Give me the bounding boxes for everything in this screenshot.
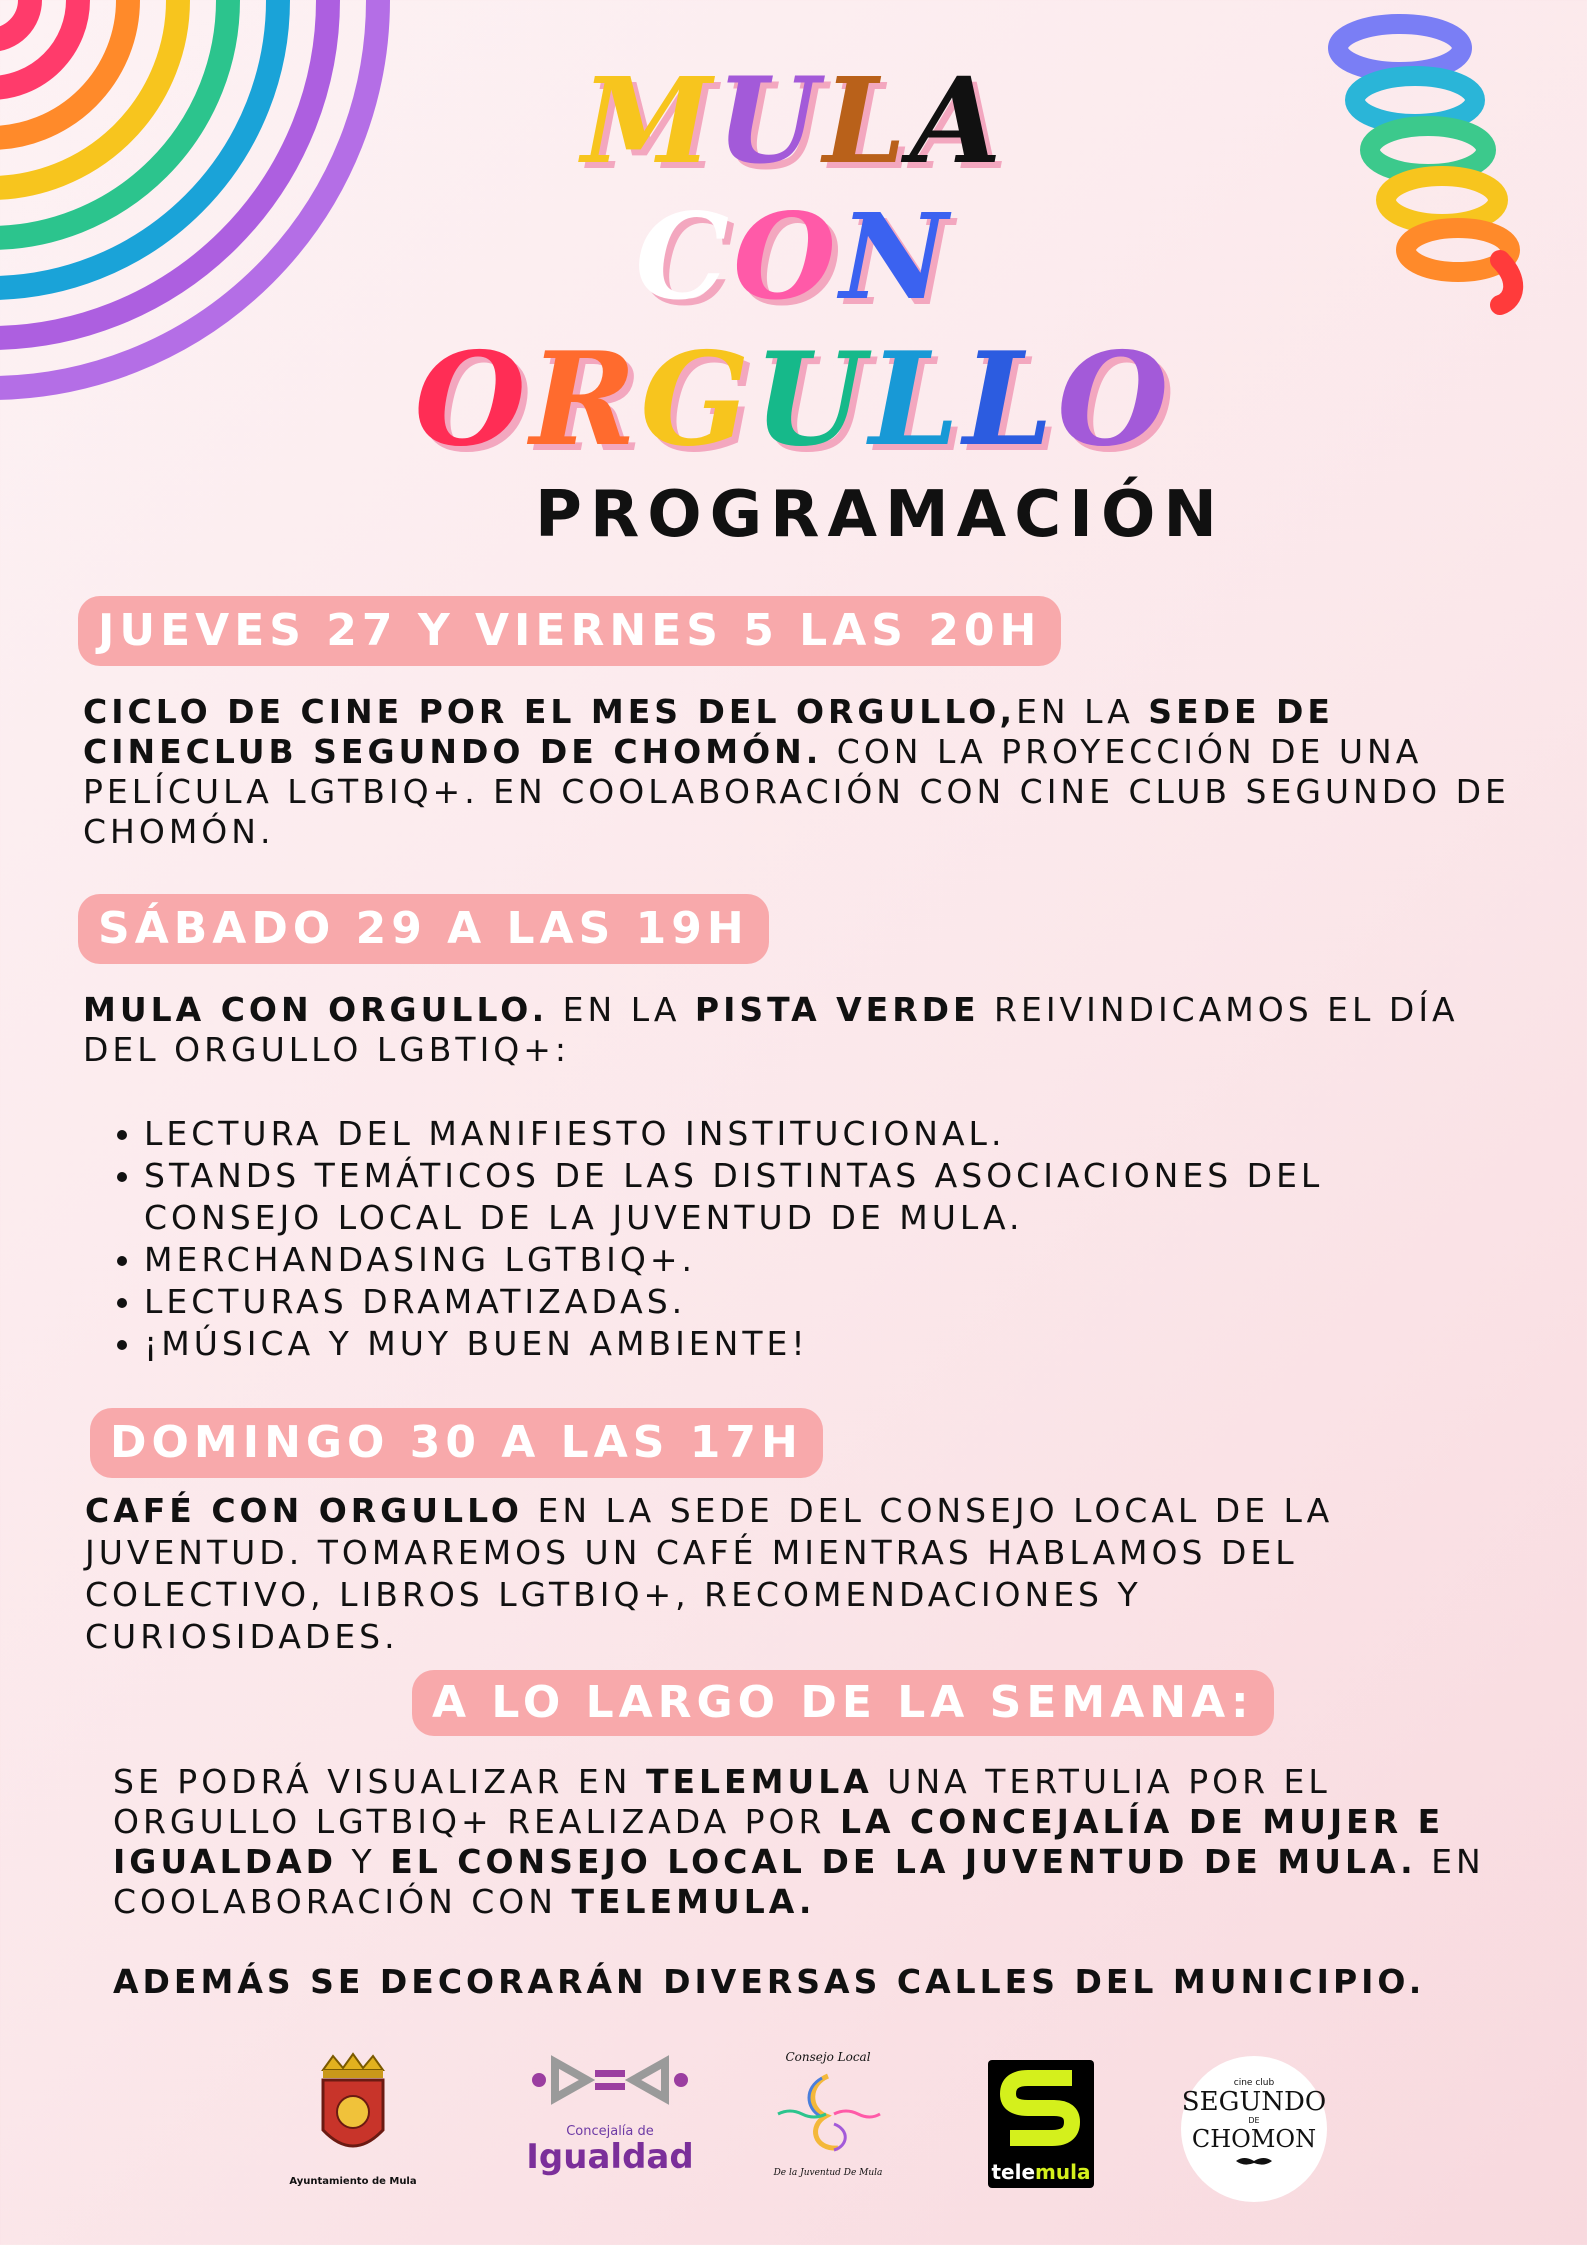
section2-heading: SÁBADO 29 A LAS 19H xyxy=(78,894,769,964)
section1-text xyxy=(83,692,1523,852)
title-letter: A xyxy=(909,51,1006,190)
title-letter: U xyxy=(753,325,870,475)
consejo-emblem-icon xyxy=(768,2064,888,2164)
title-letter: L xyxy=(823,51,910,190)
section4-text1: SE PODRÁ VISUALIZAR EN xyxy=(113,1762,646,1801)
section4-text4: EN COOLABORACIÓN CON xyxy=(113,1842,1485,1921)
title-letter: U xyxy=(716,51,823,190)
telemula-caption-tele: tele xyxy=(991,2160,1036,2184)
section2-activity-list xyxy=(110,1113,1484,1365)
ayuntamiento-caption: Ayuntamiento de Mula xyxy=(289,2176,417,2187)
consejo-juventud-logo xyxy=(768,2050,888,2200)
section4-bold2: LA CONCEJALÍA DE MUJER E IGUALDAD xyxy=(113,1802,1445,1881)
title-letter: O xyxy=(414,325,530,475)
section4-text3: Y xyxy=(337,1842,391,1881)
title-line-con xyxy=(0,187,1587,326)
coat-of-arms-icon xyxy=(278,2050,428,2172)
section2-bold2: PISTA VERDE xyxy=(694,990,980,1029)
title-letter: L xyxy=(869,325,964,475)
section4-bold1: TELEMULA xyxy=(645,1762,873,1801)
section4-bold3: EL CONSEJO LOCAL DE LA JUVENTUD DE MULA. xyxy=(390,1842,1417,1881)
title-line-orgullo xyxy=(0,325,1587,475)
section4-text2: UNA TERTULIA POR EL ORGULLO LGTBIQ+ REALIZADA POR xyxy=(113,1762,1331,1841)
title-letter: C xyxy=(635,187,734,326)
section3-bold1: CAFÉ CON ORGULLO xyxy=(85,1491,523,1530)
list-item: • ¡MÚSICA Y MUY BUEN AMBIENTE! xyxy=(144,1323,1484,1365)
chomon-caption-line1: SEGUNDO xyxy=(1181,2087,1327,2117)
list-item: • MERCHANDASING LGTBIQ+. xyxy=(144,1239,1484,1281)
equality-arrows-icon xyxy=(525,2050,695,2120)
title-line-mula xyxy=(0,51,1587,190)
telemula-caption-mula: mula xyxy=(1035,2160,1091,2184)
section2-bold1: MULA CON ORGULLO. xyxy=(83,990,549,1029)
title-letter: M xyxy=(581,51,717,190)
section3-heading: DOMINGO 30 A LAS 17H xyxy=(90,1408,823,1478)
telemula-s-icon xyxy=(988,2060,1094,2156)
title-letter: L xyxy=(963,325,1058,475)
title-letter: N xyxy=(839,187,952,326)
section2-text2: REIVINDICAMOS EL DÍA DEL ORGULLO LGBTIQ+: xyxy=(83,990,1459,1069)
section2-text1: EN LA xyxy=(548,990,695,1029)
telemula-caption xyxy=(988,2160,1094,2184)
list-item: • LECTURAS DRAMATIZADAS. xyxy=(144,1281,1484,1323)
section4-text xyxy=(113,1762,1493,1922)
section4-bold4: TELEMULA. xyxy=(571,1882,816,1921)
cineclub-chomon-logo xyxy=(1181,2056,1327,2202)
concejalia-igualdad-logo xyxy=(525,2050,695,2200)
mustache-icon xyxy=(1234,2155,1274,2167)
section4-closing: ADEMÁS SE DECORARÁN DIVERSAS CALLES DEL MUNICIPIO. xyxy=(113,1962,1426,2001)
title-letter: G xyxy=(640,325,754,475)
title-letter: O xyxy=(733,187,840,326)
section3-text1: EN LA SEDE DEL CONSEJO LOCAL DE LA JUVENTUD. TOMAREMOS UN CAFÉ MIENTRAS HABLAMOS DEL COLECTIVO, LIBROS LGTBIQ+, RECOMENDACIONES Y CURIOSIDADES. xyxy=(85,1491,1334,1656)
section1-bold1: CICLO DE CINE POR EL MES DEL ORGULLO, xyxy=(83,692,1017,731)
section3-text xyxy=(85,1490,1465,1658)
section2-text xyxy=(83,990,1523,1070)
chomon-caption-de: DE xyxy=(1248,2116,1260,2125)
list-item: • STANDS TEMÁTICOS DE LAS DISTINTAS ASOCIACIONES DEL CONSEJO LOCAL DE LA JUVENTUD DE MULA. xyxy=(144,1155,1484,1239)
consejo-caption-bottom: De la Juventud De Mula xyxy=(773,2168,883,2178)
title-letter: R xyxy=(529,325,641,475)
concejalia-caption-big: Igualdad xyxy=(526,2137,694,2177)
section4-heading: A LO LARGO DE LA SEMANA: xyxy=(412,1670,1274,1736)
section1-text1: EN LA xyxy=(1016,692,1149,731)
list-item: • LECTURA DEL MANIFIESTO INSTITUCIONAL. xyxy=(144,1113,1484,1155)
title-letter: O xyxy=(1057,325,1173,475)
telemula-logo xyxy=(988,2060,1094,2188)
section1-bold2: SEDE DE CINECLUB SEGUNDO DE CHOMÓN. xyxy=(83,692,1334,771)
section1-heading: JUEVES 27 Y VIERNES 5 LAS 20H xyxy=(78,596,1061,666)
concejalia-caption-small: Concejalía de xyxy=(566,2124,654,2139)
section1-text2: CON LA PROYECCIÓN DE UNA PELÍCULA LGTBIQ+. EN COOLABORACIÓN CON CINE CLUB SEGUNDO DE CHOMÓN. xyxy=(83,732,1510,851)
chomon-caption-small: cine club xyxy=(1233,2078,1275,2088)
ayuntamiento-logo xyxy=(278,2050,428,2200)
consejo-caption-top: Consejo Local xyxy=(785,2050,871,2064)
chomon-caption-line2: CHOMON xyxy=(1191,2125,1317,2153)
page-subtitle: PROGRAMACIÓN xyxy=(535,478,1225,552)
